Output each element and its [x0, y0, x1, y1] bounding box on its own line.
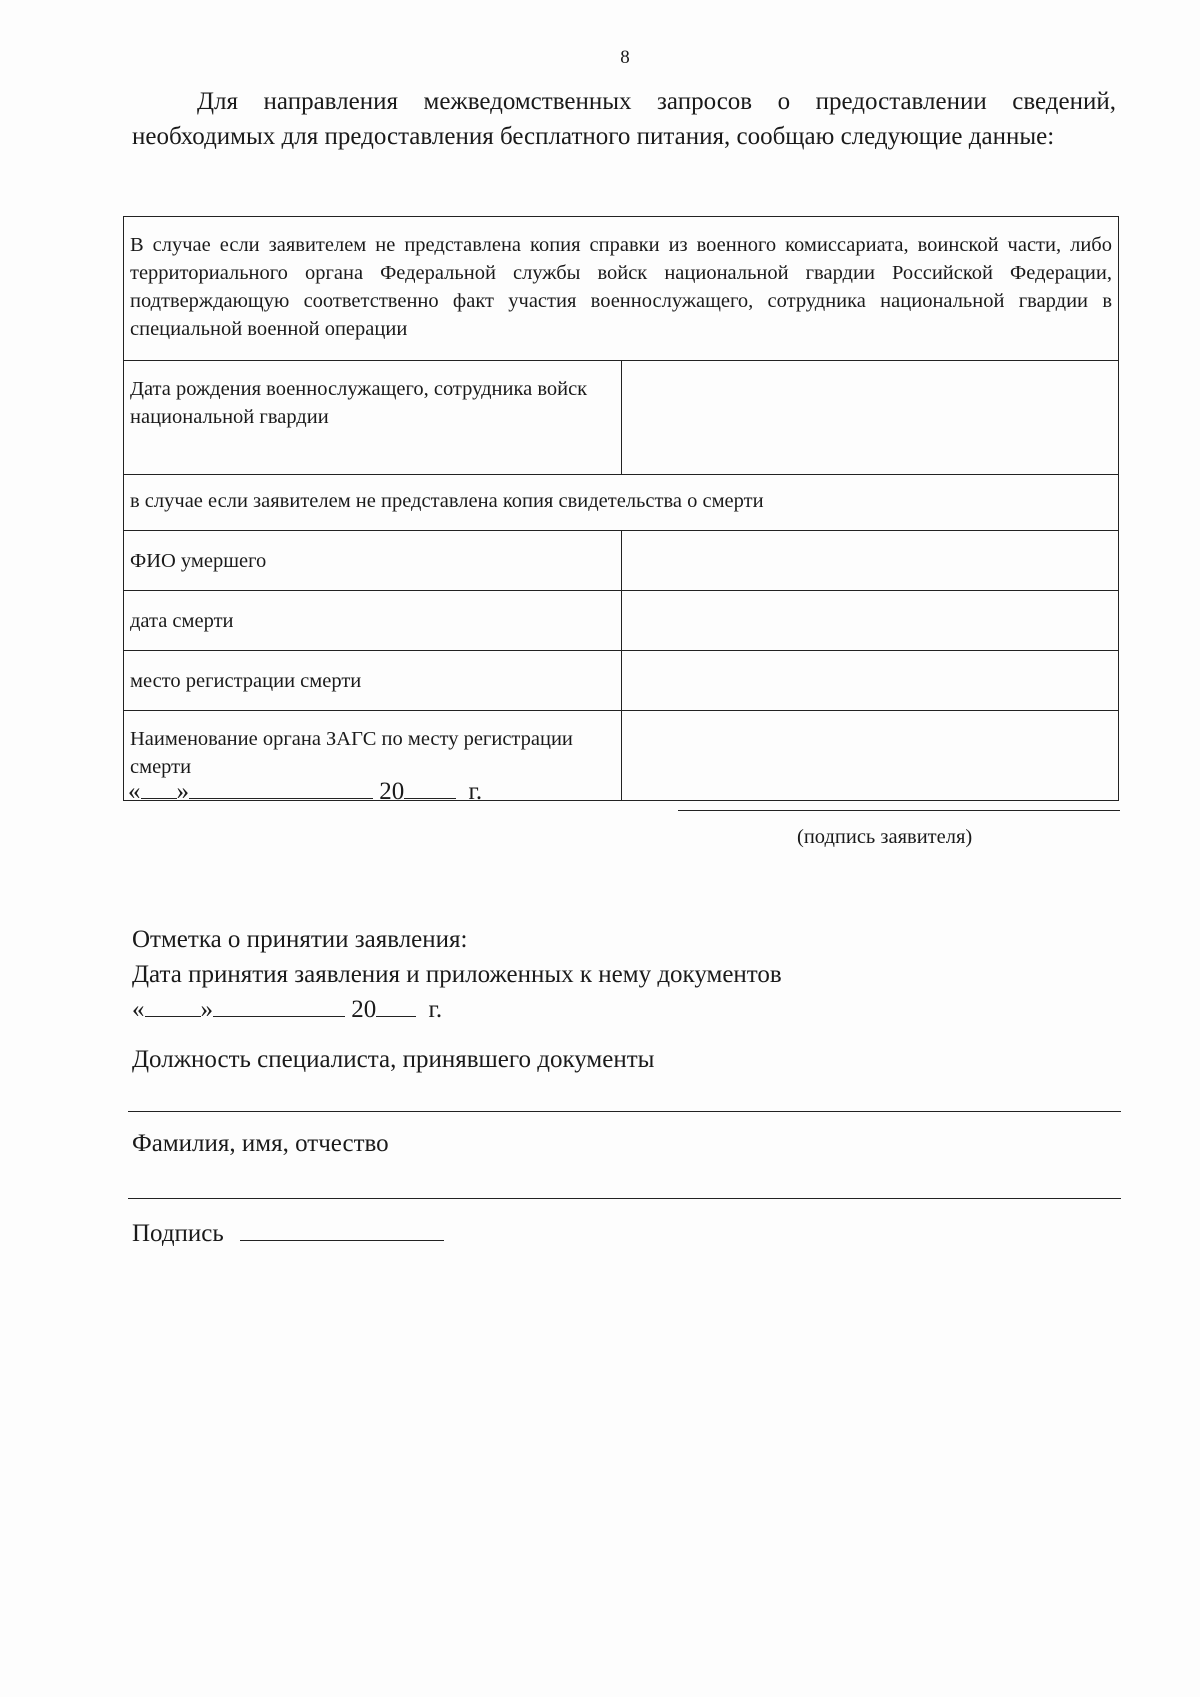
specialist-fio-label: Фамилия, имя, отчество: [132, 1130, 389, 1157]
close-quote: »: [200, 996, 213, 1023]
applicant-signature-line[interactable]: [678, 810, 1120, 811]
day-blank[interactable]: [145, 994, 201, 1017]
signature-label: Подпись: [132, 1220, 224, 1247]
day-blank[interactable]: [141, 776, 177, 799]
death-date-field[interactable]: [621, 591, 1119, 651]
month-blank[interactable]: [189, 776, 373, 799]
death-certificate-header: в случае если заявителем не представлена копия свидетельства о смерти: [124, 475, 1119, 531]
table-row: [124, 217, 1119, 361]
open-quote: «: [132, 996, 145, 1023]
year-blank[interactable]: [376, 994, 416, 1017]
table-row: [124, 591, 1119, 651]
year-prefix: 20: [351, 996, 377, 1023]
specialist-signature-row: [132, 1218, 444, 1248]
year-suffix: г.: [428, 996, 443, 1023]
birth-date-field[interactable]: [621, 361, 1119, 475]
applicant-date-line: [128, 776, 482, 806]
military-certificate-header: В случае если заявителем не представлена копия справки из военного комиссариата, воинской части, либо территориального органа Федеральной службы войск национальной гвардии Российской Федерации, подтверждающую соответственно факт участия военнослужащего, сотрудника национальной гвардии в специальной военной операции: [124, 217, 1119, 361]
specialist-fio-line[interactable]: [128, 1198, 1121, 1199]
close-quote: »: [176, 778, 189, 805]
deceased-name-label: ФИО умершего: [124, 531, 622, 591]
zags-label: Наименование органа ЗАГС по месту регистрации смерти: [124, 711, 622, 801]
year-suffix: г.: [468, 778, 483, 805]
table-row: [124, 361, 1119, 475]
signature-blank[interactable]: [240, 1218, 444, 1241]
zags-field[interactable]: [621, 711, 1119, 801]
birth-date-label: Дата рождения военнослужащего, сотрудника войск национальной гвардии: [124, 361, 622, 475]
page-number: 8: [620, 47, 630, 68]
month-blank[interactable]: [213, 994, 345, 1017]
specialist-position-label: Должность специалиста, принявшего документы: [132, 1046, 655, 1073]
acceptance-title: Отметка о принятии заявления:: [132, 926, 468, 953]
data-table: [123, 216, 1119, 801]
applicant-signature-caption: (подпись заявителя): [797, 826, 973, 848]
deceased-name-field[interactable]: [621, 531, 1119, 591]
death-date-label: дата смерти: [124, 591, 622, 651]
table-row: [124, 475, 1119, 531]
specialist-position-line[interactable]: [128, 1111, 1121, 1112]
table-row: [124, 651, 1119, 711]
intro-paragraph: Для направления межведомственных запросов о предоставлении сведений, необходимых для предоставления бесплатного питания, сообщаю следующие данные:: [132, 88, 1116, 150]
open-quote: «: [128, 778, 141, 805]
year-prefix: 20: [379, 778, 405, 805]
acceptance-date-label: Дата принятия заявления и приложенных к нему документов: [132, 961, 782, 988]
death-place-label: место регистрации смерти: [124, 651, 622, 711]
acceptance-block: [132, 922, 782, 1027]
acceptance-date-line: [132, 992, 782, 1027]
death-place-field[interactable]: [621, 651, 1119, 711]
year-blank[interactable]: [404, 776, 456, 799]
table-row: [124, 531, 1119, 591]
